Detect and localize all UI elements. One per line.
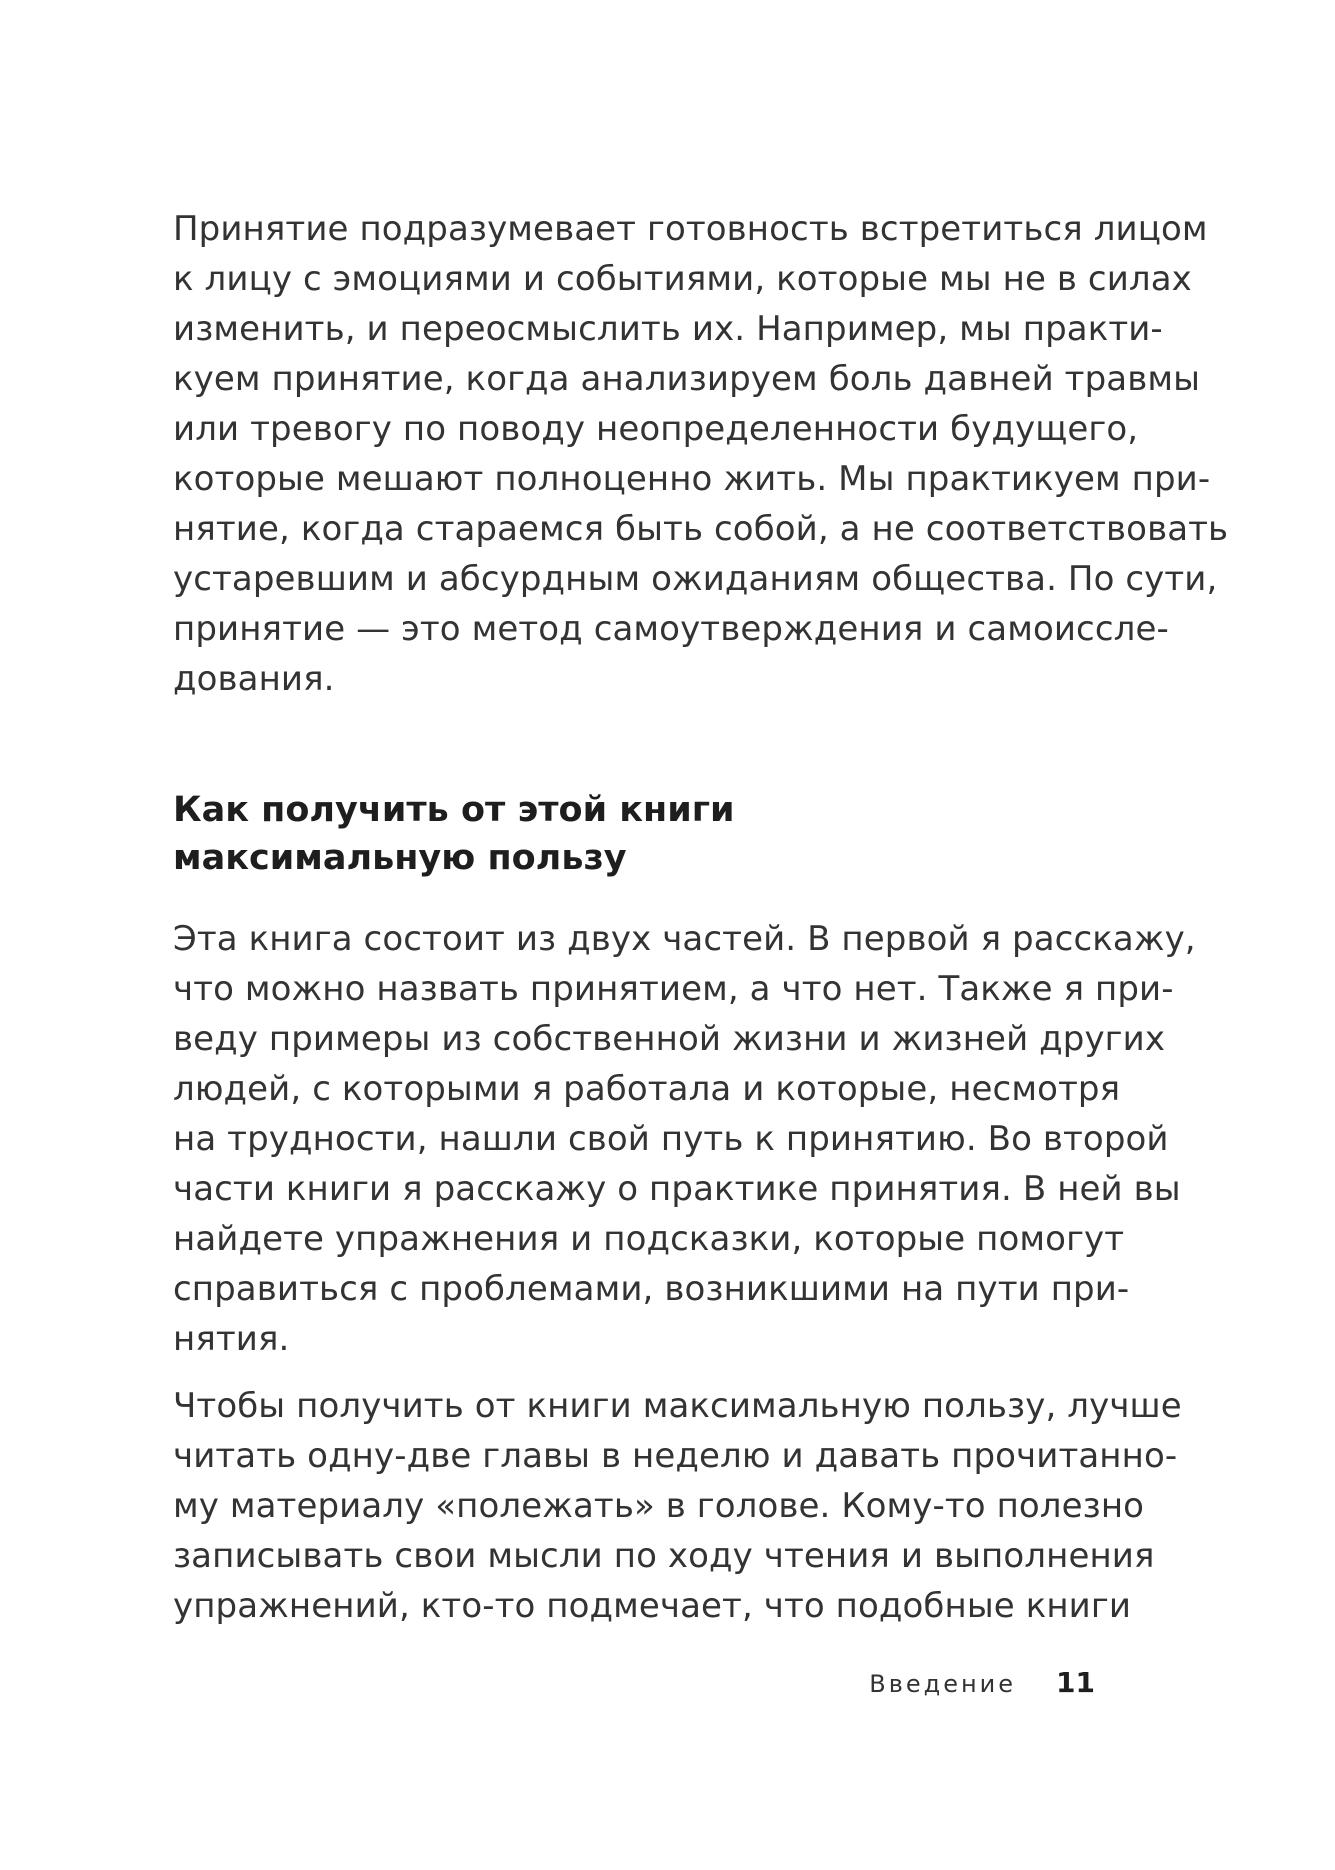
paragraph-line: устаревшим и абсурдным ожиданиям общества. По сути, xyxy=(173,559,1218,599)
paragraph-book-structure xyxy=(173,914,1196,1364)
heading-line: Как получить от этой книги xyxy=(173,790,735,830)
paragraph-line: куем принятие, когда анализируем боль давней травмы xyxy=(173,359,1201,399)
paragraph-line: изменить, и переосмыслить их. Например, мы практи- xyxy=(173,309,1163,349)
paragraph-line: людей, с которыми я работала и которые, несмотря xyxy=(173,1069,1121,1109)
running-footer-section: Введение xyxy=(869,1670,1017,1698)
heading-line: максимальную пользу xyxy=(173,838,627,878)
paragraph-reading-advice xyxy=(173,1381,1182,1631)
paragraph-acceptance-definition xyxy=(173,204,1229,704)
paragraph-line: Принятие подразумевает готовность встретиться лицом xyxy=(173,209,1208,249)
paragraph-line: что можно назвать принятием, а что нет. Также я при- xyxy=(173,969,1174,1009)
paragraph-line: принятие — это метод самоутверждения и самоиссле- xyxy=(173,609,1169,649)
paragraph-line: к лицу с эмоциями и событиями, которые мы не в силах xyxy=(173,259,1192,299)
section-heading xyxy=(173,786,1095,882)
page-number: 11 xyxy=(1056,1666,1095,1699)
paragraph-line: которые мешают полноценно жить. Мы практикуем при- xyxy=(173,459,1211,499)
paragraph-line: справиться с проблемами, возникшими на пути при- xyxy=(173,1269,1130,1309)
paragraph-line: му материалу «полежать» в голове. Кому-то полезно xyxy=(173,1486,1145,1526)
paragraph-line: упражнений, кто-то подмечает, что подобные книги xyxy=(173,1586,1132,1626)
paragraph-line: нятия. xyxy=(173,1319,290,1359)
paragraph-line: или тревогу по поводу неопределенности будущего, xyxy=(173,409,1139,449)
paragraph-line: нятие, когда стараемся быть собой, а не соответствовать xyxy=(173,509,1229,549)
paragraph-line: дования. xyxy=(173,659,335,699)
paragraph-line: части книги я расскажу о практике принятия. В ней вы xyxy=(173,1169,1181,1209)
paragraph-line: Чтобы получить от книги максимальную пользу, лучше xyxy=(173,1386,1182,1426)
paragraph-line: веду примеры из собственной жизни и жизней других xyxy=(173,1019,1166,1059)
paragraph-line: найдете упражнения и подсказки, которые помогут xyxy=(173,1219,1125,1259)
paragraph-line: на трудности, нашли свой путь к принятию. Во второй xyxy=(173,1119,1169,1159)
paragraph-line: записывать свои мысли по ходу чтения и выполнения xyxy=(173,1536,1155,1576)
paragraph-line: читать одну-две главы в неделю и давать прочитанно- xyxy=(173,1436,1178,1476)
paragraph-line: Эта книга состоит из двух частей. В первой я расскажу, xyxy=(173,919,1196,959)
page-footer xyxy=(869,1666,1095,1706)
